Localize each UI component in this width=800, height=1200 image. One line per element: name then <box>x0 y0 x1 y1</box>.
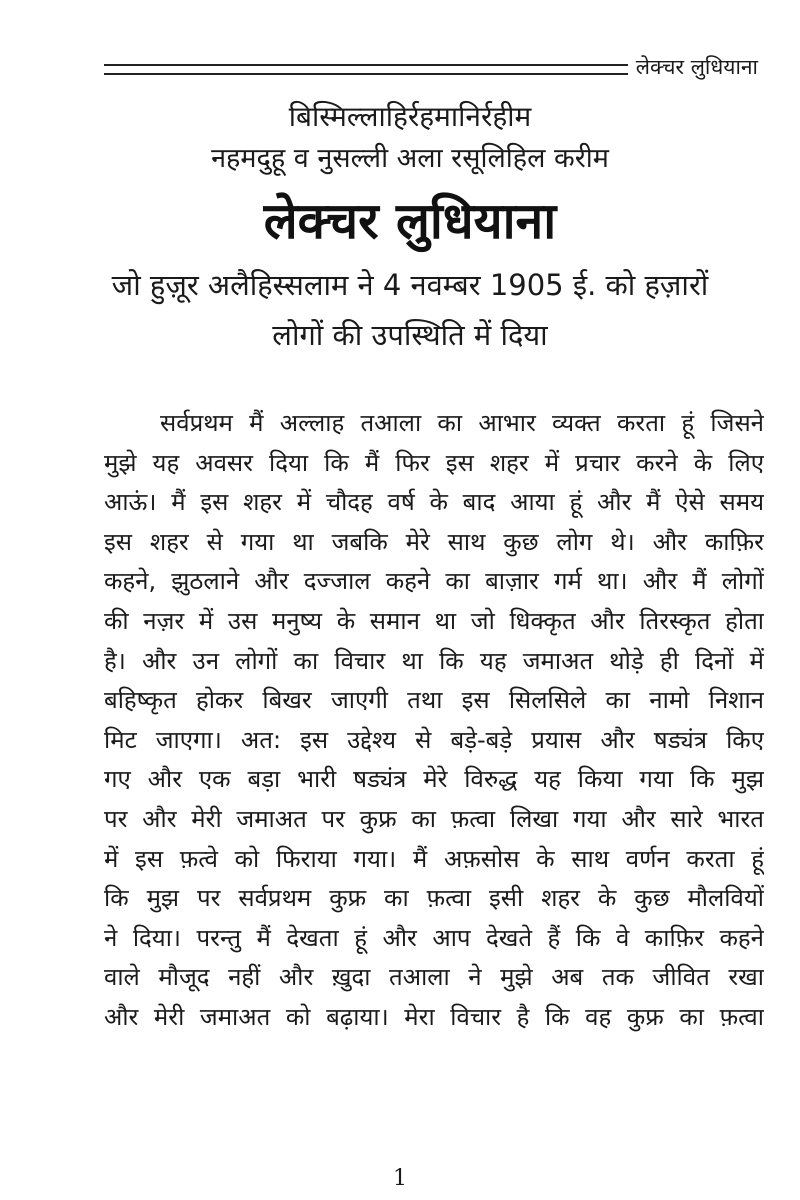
body-line: और मेरी जमाअत को बढ़ाया। मेरा विचार है कि वह कुफ्र का फ़त्वा <box>104 1002 764 1031</box>
body-line: कि मुझ पर सर्वप्रथम कुफ्र का फ़त्वा इसी शहर के कुछ मौलवियों <box>104 884 764 913</box>
body-paragraph <box>104 404 764 1038</box>
header-double-rule <box>104 64 628 75</box>
running-title: लेक्चर लुधियाना <box>635 55 758 79</box>
body-line: सर्वप्रथम मैं अल्लाह तआला का आभार व्यक्त करता हूं जिसने <box>160 409 764 437</box>
running-header <box>104 50 758 84</box>
page-title: लेक्चर लुधियाना <box>263 192 557 250</box>
page-number: 1 <box>393 1166 407 1191</box>
body-line: में इस फ़त्वे को फिराया गया। मैं अफ़सोस के साथ वर्णन करता हूं <box>104 844 764 873</box>
body-line: कहने, झुठलाने और दज्जाल कहने का बाज़ार गर्म था। और मैं लोगों <box>104 567 764 596</box>
subtitle-line-1: जो हुज़ूर अलैहिस्सलाम ने 4 नवम्बर 1905 ई. को हज़ारों <box>111 268 709 302</box>
body-line: है। और उन लोगों का विचार था कि यह जमाअत थोड़े ही दिनों में <box>104 646 764 675</box>
body-line: इस शहर से गया था जबकि मेरे साथ कुछ लोग थे। और काफ़िर <box>104 527 764 556</box>
body-line: मुझे यह अवसर दिया कि मैं फिर इस शहर में प्रचार करने के लिए <box>104 448 764 477</box>
subtitle-line-2: लोगों की उपस्थिति में दिया <box>272 318 548 352</box>
body-line: आऊं। मैं इस शहर में चौदह वर्ष के बाद आया हूं और मैं ऐसे समय <box>104 488 764 517</box>
body-line: मिट जाएगा। अत: इस उद्देश्य से बड़े-बड़े प्रयास और षड्यंत्र किए <box>104 725 764 754</box>
bismillah-line: बिस्मिल्लाहिर्रहमानिर्रहीम <box>288 100 532 133</box>
praise-line: नहमदुहू व नुसल्ली अला रसूलिहिल करीम <box>211 143 609 174</box>
body-line: गए और एक बड़ा भारी षड्यंत्र मेरे विरुद्ध यह किया गया कि मुझ <box>104 765 764 794</box>
body-line: पर और मेरी जमाअत पर कुफ्र का फ़त्वा लिखा गया और सारे भारत <box>104 804 764 833</box>
body-line: बहिष्कृत होकर बिखर जाएगी तथा इस सिलसिले का नामो निशान <box>104 686 764 715</box>
body-line: वाले मौजूद नहीं और ख़ुदा तआला ने मुझे अब तक जीवित रखा <box>104 963 764 992</box>
heading-block <box>60 96 760 360</box>
body-line: की नज़र में उस मनुष्य के समान था जो धिक्कृत और तिरस्कृत होता <box>104 606 764 635</box>
body-line: ने दिया। परन्तु मैं देखता हूं और आप देखते हैं कि वे काफ़िर कहने <box>104 923 764 952</box>
